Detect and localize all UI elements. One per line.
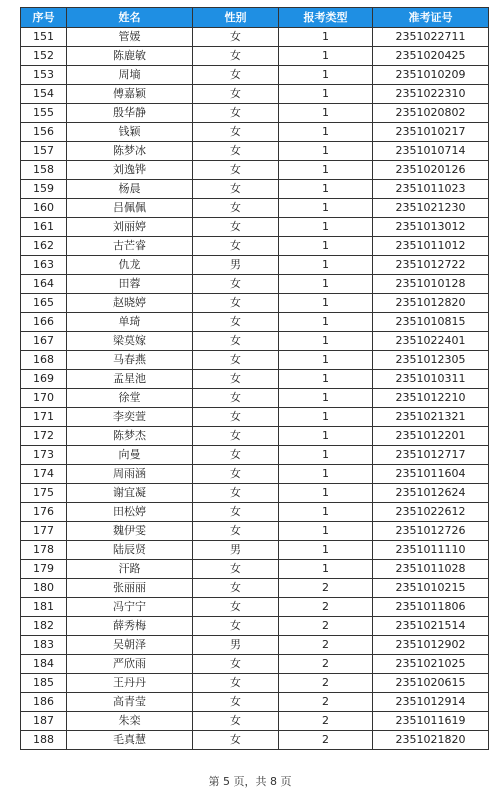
cell-name: 吴朝泽: [67, 636, 193, 655]
cell-ticket-number: 2351011012: [373, 237, 489, 256]
cell-gender: 女: [193, 465, 279, 484]
cell-gender: 女: [193, 617, 279, 636]
cell-name: 刘丽婷: [67, 218, 193, 237]
cell-seq: 160: [21, 199, 67, 218]
cell-name: 傅嘉颖: [67, 85, 193, 104]
cell-name: 薛秀梅: [67, 617, 193, 636]
cell-ticket-number: 2351020615: [373, 674, 489, 693]
cell-gender: 女: [193, 28, 279, 47]
cell-ticket-number: 2351011806: [373, 598, 489, 617]
cell-exam-type: 1: [279, 66, 373, 85]
cell-seq: 177: [21, 522, 67, 541]
cell-exam-type: 1: [279, 275, 373, 294]
cell-exam-type: 1: [279, 199, 373, 218]
cell-exam-type: 1: [279, 28, 373, 47]
cell-name: 冯宁宁: [67, 598, 193, 617]
cell-gender: 女: [193, 123, 279, 142]
cell-exam-type: 1: [279, 408, 373, 427]
table-row: [21, 85, 489, 104]
page-footer: 第 5 页，共 8 页: [208, 775, 292, 788]
cell-ticket-number: 2351012201: [373, 427, 489, 446]
table-row: [21, 674, 489, 693]
header-gender: 性别: [193, 8, 279, 28]
table-row: [21, 655, 489, 674]
cell-seq: 155: [21, 104, 67, 123]
header-ticket-number: 准考证号: [373, 8, 489, 28]
table-row: [21, 28, 489, 47]
cell-exam-type: 1: [279, 218, 373, 237]
cell-name: 汗路: [67, 560, 193, 579]
cell-seq: 157: [21, 142, 67, 161]
cell-gender: 女: [193, 104, 279, 123]
cell-seq: 168: [21, 351, 67, 370]
table-row: [21, 484, 489, 503]
table-row: [21, 237, 489, 256]
cell-exam-type: 1: [279, 427, 373, 446]
cell-seq: 183: [21, 636, 67, 655]
cell-gender: 女: [193, 370, 279, 389]
cell-seq: 159: [21, 180, 67, 199]
cell-gender: 女: [193, 294, 279, 313]
cell-gender: 女: [193, 180, 279, 199]
table-row: [21, 313, 489, 332]
cell-exam-type: 1: [279, 180, 373, 199]
cell-ticket-number: 2351020126: [373, 161, 489, 180]
cell-gender: 女: [193, 484, 279, 503]
cell-exam-type: 1: [279, 47, 373, 66]
table-row: [21, 256, 489, 275]
cell-gender: 女: [193, 522, 279, 541]
cell-gender: 女: [193, 66, 279, 85]
cell-seq: 166: [21, 313, 67, 332]
cell-name: 钱颖: [67, 123, 193, 142]
cell-gender: 女: [193, 693, 279, 712]
cell-ticket-number: 2351010311: [373, 370, 489, 389]
table-row: [21, 522, 489, 541]
cell-name: 田蓉: [67, 275, 193, 294]
cell-name: 梁莫嫁: [67, 332, 193, 351]
cell-gender: 女: [193, 332, 279, 351]
table-row: [21, 636, 489, 655]
cell-name: 严欣雨: [67, 655, 193, 674]
cell-name: 陈鹿敏: [67, 47, 193, 66]
cell-gender: 男: [193, 541, 279, 560]
table-row: [21, 199, 489, 218]
table-row: [21, 294, 489, 313]
cell-seq: 156: [21, 123, 67, 142]
cell-seq: 171: [21, 408, 67, 427]
cell-ticket-number: 2351021514: [373, 617, 489, 636]
cell-seq: 154: [21, 85, 67, 104]
cell-seq: 162: [21, 237, 67, 256]
cell-exam-type: 2: [279, 579, 373, 598]
table-row: [21, 465, 489, 484]
table-row: [21, 332, 489, 351]
cell-exam-type: 1: [279, 522, 373, 541]
cell-name: 陈梦杰: [67, 427, 193, 446]
cell-seq: 180: [21, 579, 67, 598]
cell-name: 向曼: [67, 446, 193, 465]
table-row: [21, 389, 489, 408]
cell-gender: 女: [193, 560, 279, 579]
cell-exam-type: 1: [279, 370, 373, 389]
cell-gender: 女: [193, 503, 279, 522]
table-row: [21, 123, 489, 142]
cell-exam-type: 2: [279, 674, 373, 693]
table-row: [21, 104, 489, 123]
cell-gender: 女: [193, 275, 279, 294]
cell-exam-type: 1: [279, 332, 373, 351]
table-row: [21, 47, 489, 66]
cell-ticket-number: 2351010815: [373, 313, 489, 332]
cell-gender: 女: [193, 731, 279, 750]
cell-seq: 174: [21, 465, 67, 484]
table-row: [21, 161, 489, 180]
table-row: [21, 142, 489, 161]
cell-gender: 女: [193, 446, 279, 465]
cell-gender: 女: [193, 408, 279, 427]
cell-name: 古芒睿: [67, 237, 193, 256]
cell-ticket-number: 2351022612: [373, 503, 489, 522]
cell-ticket-number: 2351012305: [373, 351, 489, 370]
cell-seq: 176: [21, 503, 67, 522]
cell-exam-type: 2: [279, 655, 373, 674]
cell-gender: 女: [193, 351, 279, 370]
table-row: [21, 180, 489, 199]
exam-roster-table: [20, 7, 489, 750]
cell-ticket-number: 2351010217: [373, 123, 489, 142]
cell-ticket-number: 2351012210: [373, 389, 489, 408]
cell-name: 杨晨: [67, 180, 193, 199]
table-row: [21, 275, 489, 294]
cell-gender: 女: [193, 161, 279, 180]
cell-name: 殷华静: [67, 104, 193, 123]
cell-gender: 女: [193, 218, 279, 237]
cell-gender: 女: [193, 85, 279, 104]
table-row: [21, 617, 489, 636]
table-row: [21, 370, 489, 389]
cell-name: 谢宜凝: [67, 484, 193, 503]
cell-name: 管媛: [67, 28, 193, 47]
cell-ticket-number: 2351012726: [373, 522, 489, 541]
cell-seq: 165: [21, 294, 67, 313]
cell-exam-type: 1: [279, 104, 373, 123]
table-row: [21, 541, 489, 560]
cell-name: 田松婷: [67, 503, 193, 522]
cell-name: 仇龙: [67, 256, 193, 275]
cell-ticket-number: 2351021025: [373, 655, 489, 674]
table-body: [21, 28, 489, 750]
cell-gender: 女: [193, 655, 279, 674]
table-row: [21, 503, 489, 522]
cell-name: 李奕萱: [67, 408, 193, 427]
cell-ticket-number: 2351021820: [373, 731, 489, 750]
cell-name: 王丹丹: [67, 674, 193, 693]
cell-gender: 女: [193, 313, 279, 332]
cell-exam-type: 1: [279, 560, 373, 579]
cell-ticket-number: 2351022310: [373, 85, 489, 104]
cell-gender: 女: [193, 47, 279, 66]
cell-ticket-number: 2351022401: [373, 332, 489, 351]
table-row: [21, 712, 489, 731]
cell-exam-type: 1: [279, 256, 373, 275]
cell-seq: 182: [21, 617, 67, 636]
cell-name: 陆辰贤: [67, 541, 193, 560]
cell-seq: 173: [21, 446, 67, 465]
cell-gender: 女: [193, 712, 279, 731]
cell-exam-type: 2: [279, 731, 373, 750]
cell-ticket-number: 2351012717: [373, 446, 489, 465]
cell-gender: 男: [193, 256, 279, 275]
cell-name: 朱栾: [67, 712, 193, 731]
table-row: [21, 351, 489, 370]
cell-seq: 167: [21, 332, 67, 351]
table-row: [21, 427, 489, 446]
cell-ticket-number: 2351012722: [373, 256, 489, 275]
cell-ticket-number: 2351012624: [373, 484, 489, 503]
cell-seq: 151: [21, 28, 67, 47]
table-row: [21, 598, 489, 617]
cell-name: 吕佩佩: [67, 199, 193, 218]
table-row: [21, 218, 489, 237]
cell-exam-type: 1: [279, 161, 373, 180]
cell-exam-type: 1: [279, 294, 373, 313]
cell-seq: 163: [21, 256, 67, 275]
cell-gender: 女: [193, 142, 279, 161]
cell-name: 毛真慧: [67, 731, 193, 750]
cell-exam-type: 1: [279, 351, 373, 370]
cell-ticket-number: 2351022711: [373, 28, 489, 47]
cell-ticket-number: 2351020802: [373, 104, 489, 123]
cell-ticket-number: 2351011110: [373, 541, 489, 560]
cell-name: 陈梦冰: [67, 142, 193, 161]
cell-exam-type: 1: [279, 313, 373, 332]
cell-seq: 153: [21, 66, 67, 85]
cell-ticket-number: 2351020425: [373, 47, 489, 66]
cell-exam-type: 2: [279, 636, 373, 655]
cell-ticket-number: 2351012820: [373, 294, 489, 313]
cell-name: 孟星池: [67, 370, 193, 389]
cell-seq: 164: [21, 275, 67, 294]
cell-seq: 188: [21, 731, 67, 750]
cell-ticket-number: 2351011619: [373, 712, 489, 731]
cell-ticket-number: 2351010215: [373, 579, 489, 598]
cell-gender: 女: [193, 389, 279, 408]
table-row: [21, 693, 489, 712]
table-header-row: [21, 8, 489, 28]
header-exam-type: 报考类型: [279, 8, 373, 28]
cell-seq: 178: [21, 541, 67, 560]
cell-exam-type: 1: [279, 123, 373, 142]
cell-name: 赵晓婷: [67, 294, 193, 313]
cell-ticket-number: 2351010714: [373, 142, 489, 161]
cell-name: 魏伊雯: [67, 522, 193, 541]
cell-ticket-number: 2351011023: [373, 180, 489, 199]
cell-seq: 169: [21, 370, 67, 389]
cell-seq: 172: [21, 427, 67, 446]
cell-ticket-number: 2351010128: [373, 275, 489, 294]
cell-exam-type: 1: [279, 541, 373, 560]
cell-seq: 179: [21, 560, 67, 579]
cell-seq: 186: [21, 693, 67, 712]
cell-name: 马春燕: [67, 351, 193, 370]
header-name: 姓名: [67, 8, 193, 28]
table-row: [21, 408, 489, 427]
cell-exam-type: 1: [279, 389, 373, 408]
cell-name: 周雨涵: [67, 465, 193, 484]
cell-name: 周墒: [67, 66, 193, 85]
cell-exam-type: 1: [279, 142, 373, 161]
cell-name: 单琦: [67, 313, 193, 332]
cell-gender: 女: [193, 237, 279, 256]
cell-seq: 161: [21, 218, 67, 237]
cell-exam-type: 2: [279, 712, 373, 731]
cell-exam-type: 1: [279, 85, 373, 104]
cell-seq: 185: [21, 674, 67, 693]
cell-ticket-number: 2351012902: [373, 636, 489, 655]
cell-ticket-number: 2351013012: [373, 218, 489, 237]
cell-gender: 女: [193, 579, 279, 598]
header-seq: 序号: [21, 8, 67, 28]
cell-name: 张丽丽: [67, 579, 193, 598]
cell-ticket-number: 2351021321: [373, 408, 489, 427]
cell-seq: 184: [21, 655, 67, 674]
cell-gender: 女: [193, 674, 279, 693]
cell-seq: 170: [21, 389, 67, 408]
cell-ticket-number: 2351021230: [373, 199, 489, 218]
cell-exam-type: 2: [279, 598, 373, 617]
cell-ticket-number: 2351011028: [373, 560, 489, 579]
cell-ticket-number: 2351012914: [373, 693, 489, 712]
table-row: [21, 66, 489, 85]
cell-exam-type: 1: [279, 503, 373, 522]
cell-gender: 女: [193, 598, 279, 617]
table-row: [21, 560, 489, 579]
cell-exam-type: 1: [279, 465, 373, 484]
cell-seq: 181: [21, 598, 67, 617]
cell-exam-type: 1: [279, 446, 373, 465]
cell-name: 高青莹: [67, 693, 193, 712]
table-row: [21, 731, 489, 750]
cell-gender: 男: [193, 636, 279, 655]
cell-ticket-number: 2351011604: [373, 465, 489, 484]
cell-seq: 158: [21, 161, 67, 180]
cell-seq: 175: [21, 484, 67, 503]
cell-seq: 152: [21, 47, 67, 66]
cell-name: 刘逸铧: [67, 161, 193, 180]
cell-exam-type: 2: [279, 693, 373, 712]
cell-ticket-number: 2351010209: [373, 66, 489, 85]
cell-exam-type: 1: [279, 484, 373, 503]
cell-name: 徐堂: [67, 389, 193, 408]
table-row: [21, 446, 489, 465]
cell-seq: 187: [21, 712, 67, 731]
cell-gender: 女: [193, 427, 279, 446]
cell-exam-type: 1: [279, 237, 373, 256]
cell-exam-type: 2: [279, 617, 373, 636]
table-row: [21, 579, 489, 598]
cell-gender: 女: [193, 199, 279, 218]
